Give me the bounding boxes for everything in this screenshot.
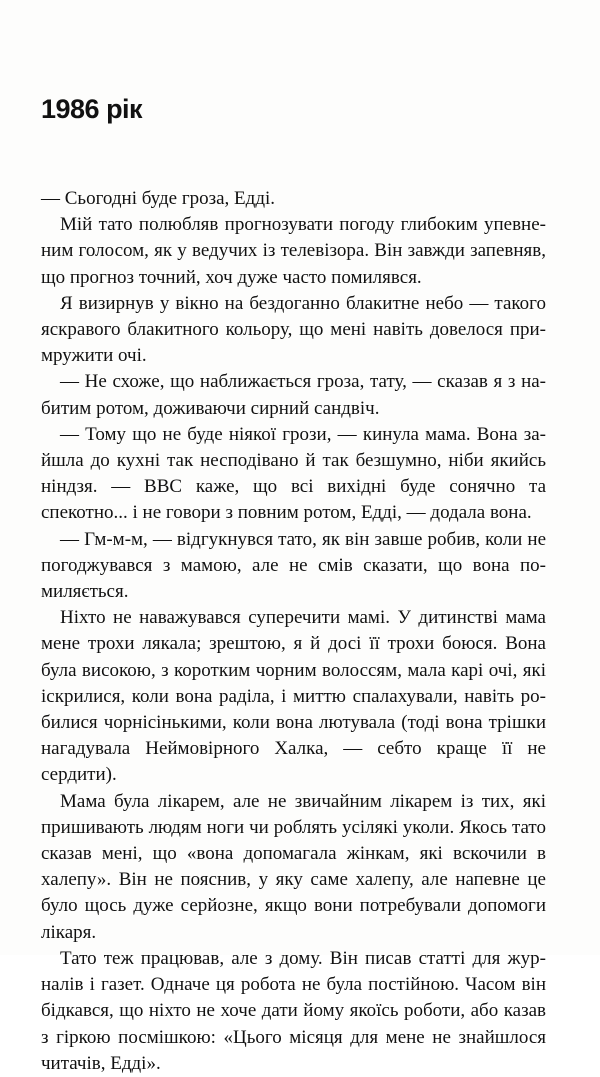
paragraph: Тато теж працював, але з дому. Він писав статті для журналів і газет. Одначе ця робота не була постійною. Часом він бідкався, що ніхто не хоче дати йому якоїсь роботи, або казав з гіркою посмішкою: «Цього місяця для мене не знайшлося читачів, Едді». [41,947,546,1074]
paragraph: Мій тато полюбляв прогнозувати погоду глибоким упевненим голосом, як у ведучих із телевізора. Він завжди запевняв, що прогноз точний, хоч дуже часто помилявся. [41,214,546,288]
paragraph: Мама була лікарем, але не звичайним лікарем із тих, які пришивають людям ноги чи роблять усілякі уколи. Якось тато сказав мені, що «вона допомагала жінкам, які вскочили в халепу». Він не пояснив, у яку саме халепу, але напевне це було щось дуже серйозне, якщо вони потребували допомоги лікаря. [41,790,546,943]
chapter-heading: 1986 рік [41,94,143,124]
paragraph: Ніхто не наважувався суперечити мамі. У дитинстві мама мене трохи лякала; зрештою, я й досі її трохи боюся. Вона була високою, з коротким чорним волоссям, мала карі очі, які іскрилися, коли вона раділа, і миттю спалахували, навіть робилися чорнісінькими, коли вона лютувала (тоді вона трішки нагадувала Неймовірного Халка, — себто краще її не сердити). [41,607,546,786]
paragraph: — Гм-м-м, — відгукнувся тато, як він завше робив, коли не погоджувався з мамою, але не смів сказати, що вона помиляється. [41,528,546,603]
paragraph: Я визирнув у вікно на бездоганно блакитне небо — такого яскравого блакитного кольору, що мені навіть довелося примружити очі. [41,292,546,367]
paragraph: — Сьогодні буде гроза, Едді. [41,188,276,209]
paragraph: — Не схоже, що наближається гроза, тату, — сказав я з набитим ротом, доживаючи сирний сандвіч. [41,371,546,419]
chapter-body [41,186,546,1077]
paragraph: — Тому що не буде ніякої грози, — кинула мама. Вона зайшла до кухні так несподівано й так безшумно, ніби якийсь ніндзя. — BBC каже, що всі вихідні буде сонячно та спекотно... і не говори з повним ротом, Едді, — додала вона. [41,423,546,524]
